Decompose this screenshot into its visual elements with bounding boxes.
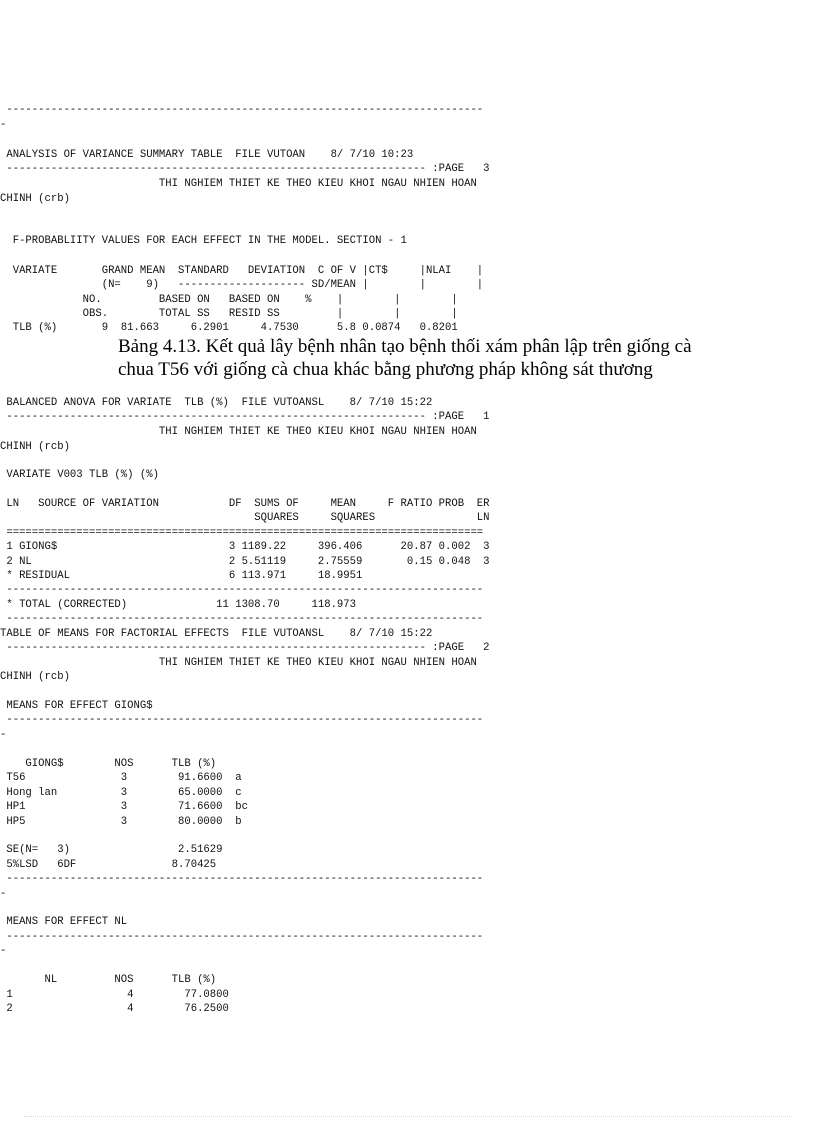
fprob-header-2: (N= 9) -------------------- SD/MEAN | | | <box>0 279 484 291</box>
anova-equals-rule: =========================================================================== <box>0 527 484 539</box>
header-rule: --------------------------------------------------------------------------- <box>0 104 484 116</box>
means-giong-row: HP1 3 71.6600 bc <box>0 801 248 813</box>
means-giong-rule-2: --------------------------------------------------------------------------- <box>0 873 484 885</box>
means-table-title: TABLE OF MEANS FOR FACTORIAL EFFECTS FILE VUTOANSL 8/ 7/10 15:22 <box>0 628 433 640</box>
means-giong-title: MEANS FOR EFFECT GIONG$ <box>0 700 153 712</box>
means-giong-lsd: 5%LSD 6DF 8.70425 <box>0 859 217 871</box>
means-table-design-line: THI NGHIEM THIET KE THEO KIEU KHOI NGAU NHIEN HOAN <box>0 657 477 669</box>
means-nl-row: 1 4 77.0800 <box>0 989 229 1001</box>
anova-row-residual: * RESIDUAL 6 113.971 18.9951 <box>0 570 363 582</box>
anova-row-nl: 2 NL 2 5.51119 2.75559 0.15 0.048 3 <box>0 556 490 568</box>
fprob-header-4: OBS. TOTAL SS RESID SS | | | <box>0 308 458 320</box>
means-giong-row: HP5 3 80.0000 b <box>0 816 242 828</box>
means-nl-rule-tail: - <box>0 945 7 957</box>
means-table-design-line-2: CHINH (rcb) <box>0 671 70 683</box>
means-nl-rule: --------------------------------------------------------------------------- <box>0 931 484 943</box>
anova-column-header-1: LN SOURCE OF VARIATION DF SUMS OF MEAN F RATIO PROB ER <box>0 498 490 510</box>
fprob-title: F-PROBABLIITY VALUES FOR EACH EFFECT IN THE MODEL. SECTION - 1 <box>0 235 407 247</box>
anova-row-giong: 1 GIONG$ 3 1189.22 396.406 20.87 0.002 3 <box>0 541 490 553</box>
aov-summary-title: ANALYSIS OF VARIANCE SUMMARY TABLE FILE VUTOAN 8/ 7/10 10:23 <box>0 149 414 161</box>
anova-row-total: * TOTAL (CORRECTED) 11 1308.70 118.973 <box>0 599 357 611</box>
anova-design-line-2: CHINH (rcb) <box>0 441 70 453</box>
means-nl-header: NL NOS TLB (%) <box>0 974 217 986</box>
means-nl-row: 2 4 76.2500 <box>0 1003 229 1015</box>
fprob-header-3: NO. BASED ON BASED ON % | | | <box>0 294 458 306</box>
header-rule-tail: - <box>0 119 7 131</box>
means-giong-header: GIONG$ NOS TLB (%) <box>0 758 217 770</box>
page-bottom-rule <box>24 1116 792 1117</box>
means-table-page-line: ------------------------------------------------------------------ :PAGE 2 <box>0 642 490 654</box>
means-giong-rule: --------------------------------------------------------------------------- <box>0 714 484 726</box>
means-giong-se: SE(N= 3) 2.51629 <box>0 844 223 856</box>
anova-dash-rule: --------------------------------------------------------------------------- <box>0 584 484 596</box>
means-giong-rule-2-tail: - <box>0 888 7 900</box>
anova-title: BALANCED ANOVA FOR VARIATE TLB (%) FILE VUTOANSL 8/ 7/10 15:22 <box>0 397 433 409</box>
means-giong-rule-tail: - <box>0 729 7 741</box>
means-nl-title: MEANS FOR EFFECT NL <box>0 916 128 928</box>
anova-design-line: THI NGHIEM THIET KE THEO KIEU KHOI NGAU NHIEN HOAN <box>0 426 477 438</box>
aov-summary-page-line: ------------------------------------------------------------------ :PAGE 3 <box>0 163 490 175</box>
anova-variate: VARIATE V003 TLB (%) (%) <box>0 469 159 481</box>
aov-summary-design-line: THI NGHIEM THIET KE THEO KIEU KHOI NGAU NHIEN HOAN <box>0 178 477 190</box>
anova-column-header-2: SQUARES SQUARES LN <box>0 512 490 524</box>
anova-dash-rule-2: --------------------------------------------------------------------------- <box>0 613 484 625</box>
fprob-header-1: VARIATE GRAND MEAN STANDARD DEVIATION C OF V |CT$ |NLAI | <box>0 265 484 277</box>
aov-summary-design-line-2: CHINH (crb) <box>0 193 70 205</box>
table-caption-line-2: chua T56 với giống cà chua khác bằng phương pháp không sát thương <box>118 359 653 380</box>
table-caption-line-1: Bảng 4.13. Kết quả lây bệnh nhân tạo bệnh thối xám phân lập trên giống cà <box>118 336 692 357</box>
anova-page-line: ------------------------------------------------------------------ :PAGE 1 <box>0 411 490 423</box>
fprob-row-tlb: TLB (%) 9 81.663 6.2901 4.7530 5.8 0.0874 0.8201 <box>0 322 458 334</box>
means-giong-row: T56 3 91.6600 a <box>0 772 242 784</box>
means-giong-row: Hong lan 3 65.0000 c <box>0 787 242 799</box>
